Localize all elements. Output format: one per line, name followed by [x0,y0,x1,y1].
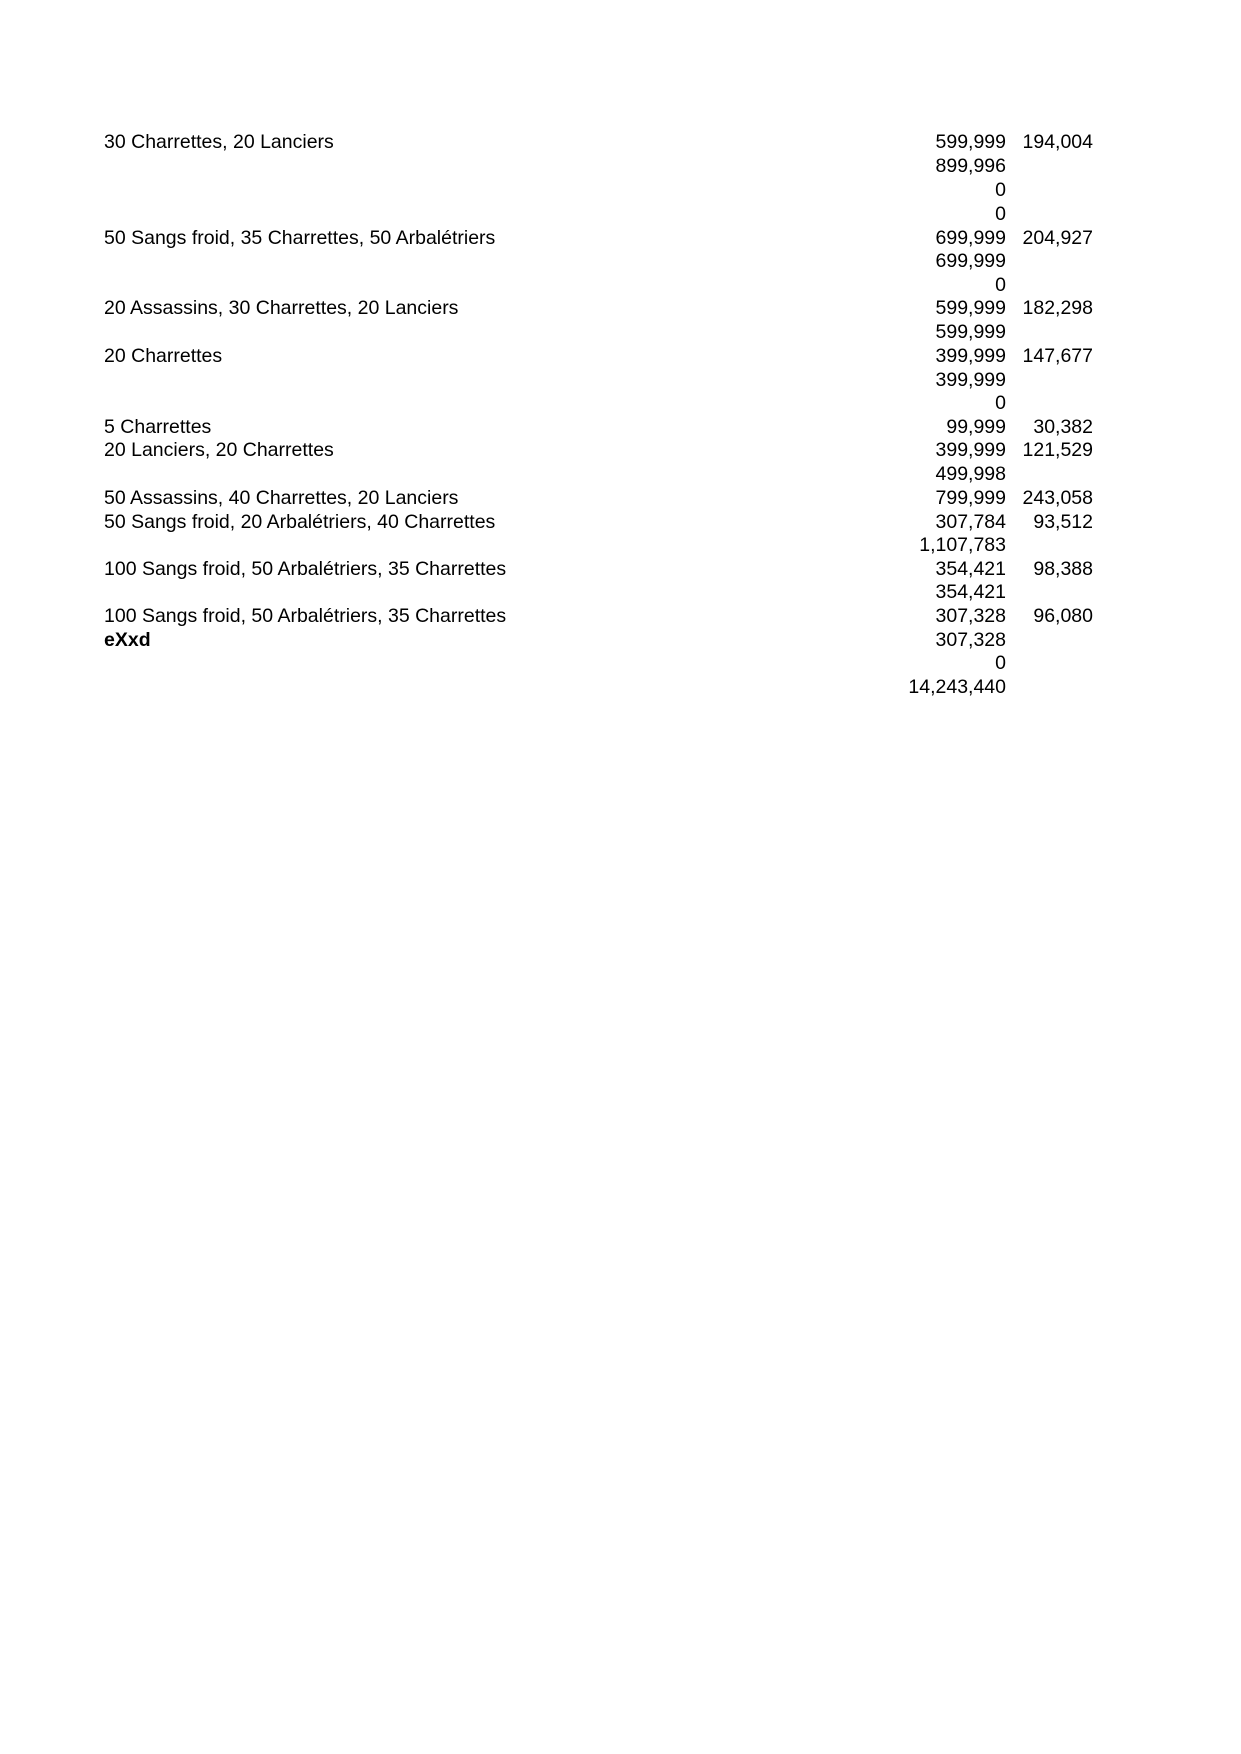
table-row [0,485,1241,511]
table-row [0,343,1241,369]
row-secondary-value: 30,382 [1033,416,1093,438]
row-value: 354,421 [935,558,1006,580]
table-row [0,390,1241,416]
row-description: 50 Sangs froid, 20 Arbalétriers, 40 Charrettes [104,511,496,533]
table-row [0,177,1241,203]
row-secondary-value: 147,677 [1022,345,1093,367]
row-value: 0 [995,179,1006,201]
row-value: 354,421 [935,581,1006,603]
row-description: 100 Sangs froid, 50 Arbalétriers, 35 Charrettes [104,558,507,580]
table-row [0,129,1241,155]
row-value: 1,107,783 [919,534,1006,556]
row-description: 20 Lanciers, 20 Charrettes [104,439,334,461]
row-value: 0 [995,203,1006,225]
row-value: 0 [995,652,1006,674]
table-row [0,603,1241,629]
row-secondary-value: 182,298 [1022,297,1093,319]
row-description-text: eXxd [104,629,151,651]
row-value: 307,328 [935,605,1006,627]
row-value: 599,999 [935,297,1006,319]
table-row [0,201,1241,227]
row-value: 699,999 [935,227,1006,249]
row-value: 0 [995,274,1006,296]
row-value: 307,328 [935,629,1006,651]
row-secondary-value: 96,080 [1033,605,1093,627]
row-description: 20 Charrettes [104,345,223,367]
row-value: 399,999 [935,345,1006,367]
row-description: 5 Charrettes [104,416,212,438]
row-value: 399,999 [935,369,1006,391]
row-value: 599,999 [935,131,1006,153]
table-row [0,248,1241,274]
row-value: 399,999 [935,439,1006,461]
table-row [0,461,1241,487]
row-secondary-value: 243,058 [1022,487,1093,509]
row-secondary-value: 93,512 [1033,511,1093,533]
row-value: 799,999 [935,487,1006,509]
row-secondary-value: 121,529 [1022,439,1093,461]
row-secondary-value: 98,388 [1033,558,1093,580]
row-description: 50 Assassins, 40 Charrettes, 20 Lanciers [104,487,459,509]
row-description: 100 Sangs froid, 50 Arbalétriers, 35 Charrettes [104,605,507,627]
table-row [0,295,1241,321]
table-row [0,674,1241,700]
row-secondary-value: 204,927 [1022,227,1093,249]
row-value: 14,243,440 [908,676,1006,698]
table-row [0,153,1241,179]
row-value: 599,999 [935,321,1006,343]
table-row [0,319,1241,345]
table-row [0,579,1241,605]
row-value: 699,999 [935,250,1006,272]
row-value: 99,999 [946,416,1006,438]
row-value: 499,998 [935,463,1006,485]
table-row [0,532,1241,558]
row-description: 50 Sangs froid, 35 Charrettes, 50 Arbalétriers [104,227,496,249]
row-value: 0 [995,392,1006,414]
table-row [0,437,1241,463]
row-value: 307,784 [935,511,1006,533]
row-value: 899,996 [935,155,1006,177]
row-description: 30 Charrettes, 20 Lanciers [104,131,334,153]
table-row [0,650,1241,676]
row-secondary-value: 194,004 [1022,131,1093,153]
row-description: 20 Assassins, 30 Charrettes, 20 Lanciers [104,297,459,319]
